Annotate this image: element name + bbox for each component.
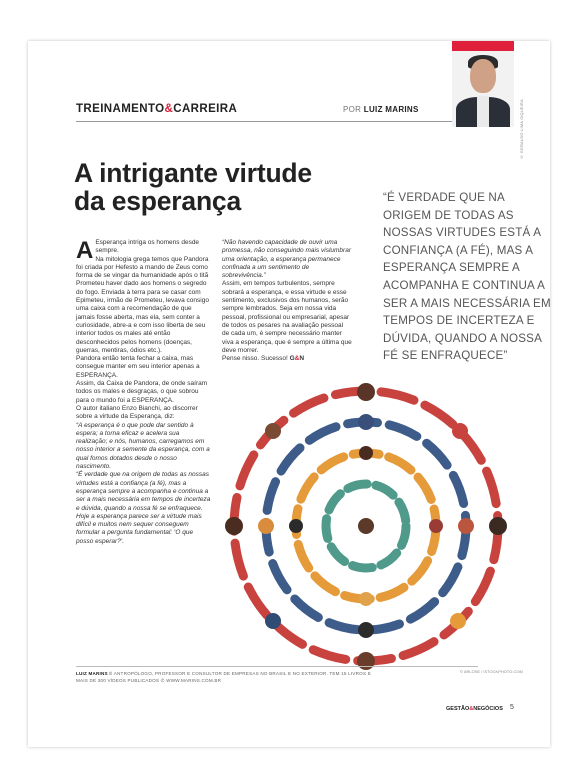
paragraph: Assim, em tempos turbulentos, sempre sobrará a esperança, e essa virtude e esse sentimento, exclusivos dos humanos, serão sempre lembrados. Seja em nossa vida pessoal, profissional ou empresarial, apesar de todos os pesares na avaliação pessoal de cada um, é sempre necessário manter viva a esperança, que é sempre a última que deve morrer.: [222, 280, 352, 354]
photo-credit: © GERALDO LIMA SIQUEIRA: [519, 99, 524, 160]
quote-paragraph: “A esperança é o que pode dar sentido à espera; a torna eficaz e acelera sua realização; e nós, humanos, carregamos em nosso interior a semente da esperança, com a qual fomos dotados desde o nosso nascimento.: [76, 421, 210, 471]
article-title: A intrigante virtude da esperança: [74, 158, 312, 216]
section-label-2: CARREIRA: [173, 103, 238, 115]
page-number: 5: [510, 704, 514, 711]
paragraph: Assim, da Caixa de Pandora, de onde saíram todos os males e desgraças, o que sobrou para o mundo foi a ESPERANÇA.: [76, 380, 208, 404]
section-title: [76, 103, 237, 115]
author-shirt: [477, 96, 489, 127]
header-rule: [76, 121, 478, 122]
dropcap: A: [76, 237, 94, 264]
byline: [343, 105, 419, 114]
paragraph: Esperança intriga os homens desde sempre.: [95, 239, 200, 255]
magazine-brand: [446, 706, 503, 712]
brand-word: GESTÃO: [446, 706, 470, 712]
paragraph: Pandora então tenta fechar a caixa, mas consegue manter em seu interior apenas a ESPERANÇA.: [76, 355, 200, 379]
footer-rule: [76, 666, 478, 667]
section-ampersand: &: [164, 103, 174, 115]
magazine-page: [28, 41, 550, 747]
brand-amp: &: [469, 706, 474, 712]
gn-letter: G: [289, 355, 295, 363]
bio-text: É ANTROPÓLOGO, PROFESSOR E CONSULTOR DE EMPRESAS NO BRASIL E NO EXTERIOR. TEM 15 LIVROS E MAIS DE 300 VÍDEOS PUBLICADOS ✆ WWW.MARINS.COM.BR: [76, 671, 371, 683]
section-label: TREINAMENTO: [76, 103, 165, 115]
gn-amp: &: [294, 355, 300, 363]
quote-paragraph: “Não havendo capacidade de ouvir uma promessa, não conseguindo mais vislumbrar uma orientação, a esperança permanece confinada a um sentimento de sobrevivência.”: [222, 239, 351, 280]
photo-accent-bar: [452, 41, 514, 51]
people-heads: [225, 383, 507, 670]
pull-quote: “É VERDADE QUE NA ORIGEM DE TODAS AS NOSSAS VIRTUDES ESTÁ A CONFIANÇA (A FÉ), MAS A ESPERANÇA SEMPRE A ACOMPANHA E CONTINUA A SER A MAIS NECESSÁRIA EM TEMPOS DE INCERTEZA E DÚVIDA, QUANDO A NOSSA FÉ SE ENFRAQUECE”: [383, 191, 551, 363]
closing-line: [222, 355, 352, 363]
people-spiral-illustration: [218, 376, 513, 671]
author-photo: [452, 41, 514, 127]
paragraph: O autor italiano Enzo Bianchi, ao discorrer sobre a virtude da Esperança, diz:: [76, 404, 198, 421]
image-credit: © ARLOSE / ISTOCKPHOTO.COM: [460, 669, 523, 674]
article-column-1: [76, 239, 211, 546]
brand-word: NEGÓCIOS: [473, 706, 503, 712]
gn-signoff-icon: [290, 355, 304, 362]
bio-author-name: LUIZ MARINS: [76, 671, 108, 676]
paragraph: Na mitologia grega temos que Pandora foi criada por Hefesto a mando de Zeus como forma de se vingar da humanidade após o titã Prometeu haver dado aos homens o segredo do fogo. Enviada à terra para se casar com Epimeteu, irmão de Prometeu, levava consigo uma caixa com a recomendação de que jamais fosse aberta, mas ela, sem conter a curiosidade, abre-a e com isso liberta de seu interior todos os males até então desconhecidos pelos homens (doenças, guerras, mentiras, ódios etc.).: [76, 255, 209, 354]
gn-letter: N: [299, 355, 305, 363]
byline-author: LUIZ MARINS: [363, 105, 419, 114]
quote-paragraph: “É verdade que na origem de todas as nossas virtudes está a confiança (a fé), mas a esperança sempre a acompanha e continua a ser a mais necessária em tempos de incerteza e dúvida, quando a nossa fé se enfraquece. Hoje a esperança parece ser a virtude mais difícil e muitos nem sequer conseguem formular a pergunta fundamental: ‘O que posso esperar?’.: [76, 471, 211, 545]
author-head: [470, 59, 496, 93]
closing-text: Pense nisso. Sucesso!: [222, 355, 288, 363]
author-bio: [76, 670, 376, 684]
article-column-2: [222, 239, 352, 363]
byline-prefix: POR: [343, 105, 362, 114]
